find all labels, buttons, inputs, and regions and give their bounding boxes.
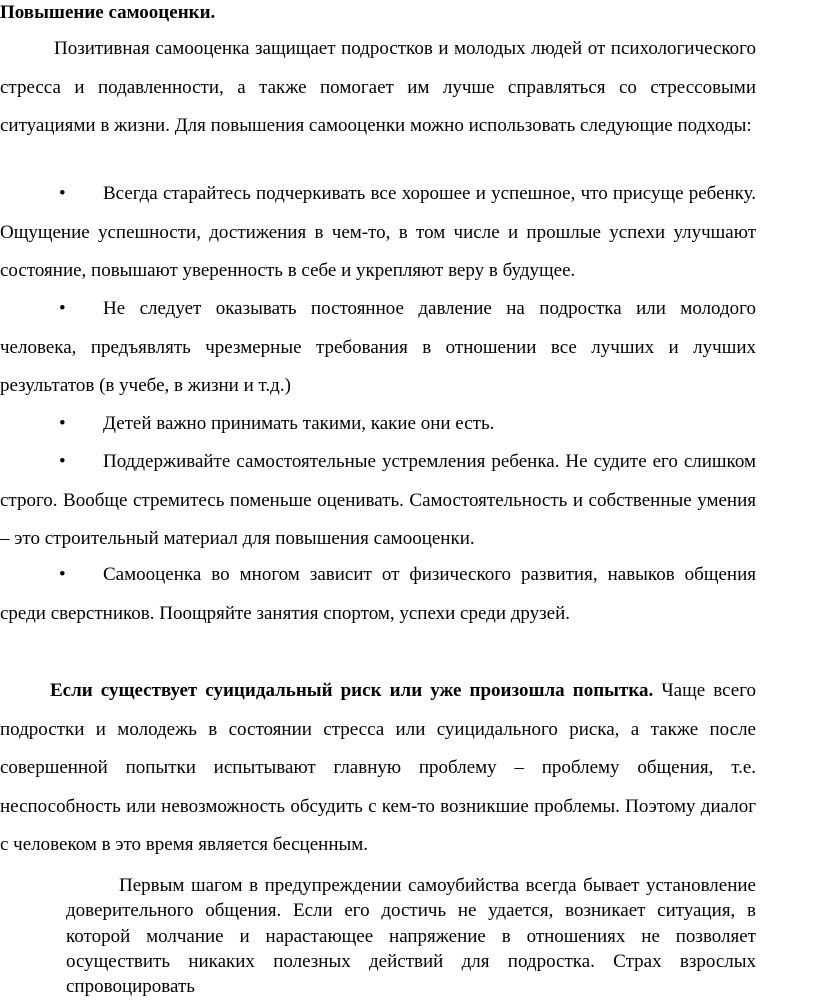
section-title-self-esteem: Повышение самооценки. (0, 2, 216, 23)
bullet-mark: • (59, 183, 66, 204)
bullet-item-1 (0, 175, 756, 291)
intro-paragraph: Позитивная самооценка защищает подростков и молодых людей от психологического стресса и подавленности, а также помогает им лучше справляться со стрессовыми ситуациями в жизни. Для повышения самооценки можно использовать следующие подходы: (0, 38, 756, 136)
bullet-item-5 (0, 556, 756, 633)
bullet-item-2 (0, 290, 756, 406)
bullet-item-3 (0, 405, 756, 444)
section-title-suicide-risk: Если существует суицидальный риск или уже произошла попытка. (50, 680, 654, 701)
suicide-risk-body: Чаще всего подростки и молодежь в состоянии стресса или суицидального риска, а также после совершенной попытки испытывают главную проблему – проблему общения, т.е. неспособность или невозможность обсудить с кем-то возникшие проблемы. Поэтому диалог с человеком в это время является бесценным. (0, 680, 757, 855)
bullet-mark: • (59, 413, 66, 434)
bullet-text-5: Самооценка во многом зависит от физического развития, навыков общения среди сверстников. Поощряйте занятия спортом, успехи среди друзей. (0, 564, 756, 624)
bullet-mark: • (59, 451, 66, 472)
first-step-paragraph: Первым шагом в предупреждении самоубийства всегда бывает установление доверительного общения. Если его достичь не удается, возникает ситуация, в которой молчание и нарастающее напряжение в отношениях не позволяет осуществить никаких полезных действий для подростка. Страх взрослых спровоцировать (66, 875, 756, 998)
bullet-text-4: Поддерживайте самостоятельные устремления ребенка. Не судите его слишком строго. Вообще стремитесь поменьше оценивать. Самостоятельность и собственные умения – это строительный материал для повышения самооценки. (0, 451, 756, 549)
bullet-item-4 (0, 443, 756, 559)
suicide-risk-paragraph (0, 672, 756, 865)
bullet-text-3: Детей важно принимать такими, какие они есть. (103, 413, 495, 434)
bullet-mark: • (59, 564, 66, 585)
bullet-text-1: Всегда старайтесь подчеркивать все хорошее и успешное, что присуще ребенку. Ощущение успешности, достижения в чем-то, в том числе и прошлые успехи улучшают состояние, повышают уверенность в себе и укрепляют веру в будущее. (0, 183, 756, 281)
bullet-text-2: Не следует оказывать постоянное давление на подростка или молодого человека, предъявлять чрезмерные требования в отношении все лучших и лучших результатов (в учебе, в жизни и т.д.) (0, 298, 756, 396)
bullet-mark: • (59, 298, 66, 319)
